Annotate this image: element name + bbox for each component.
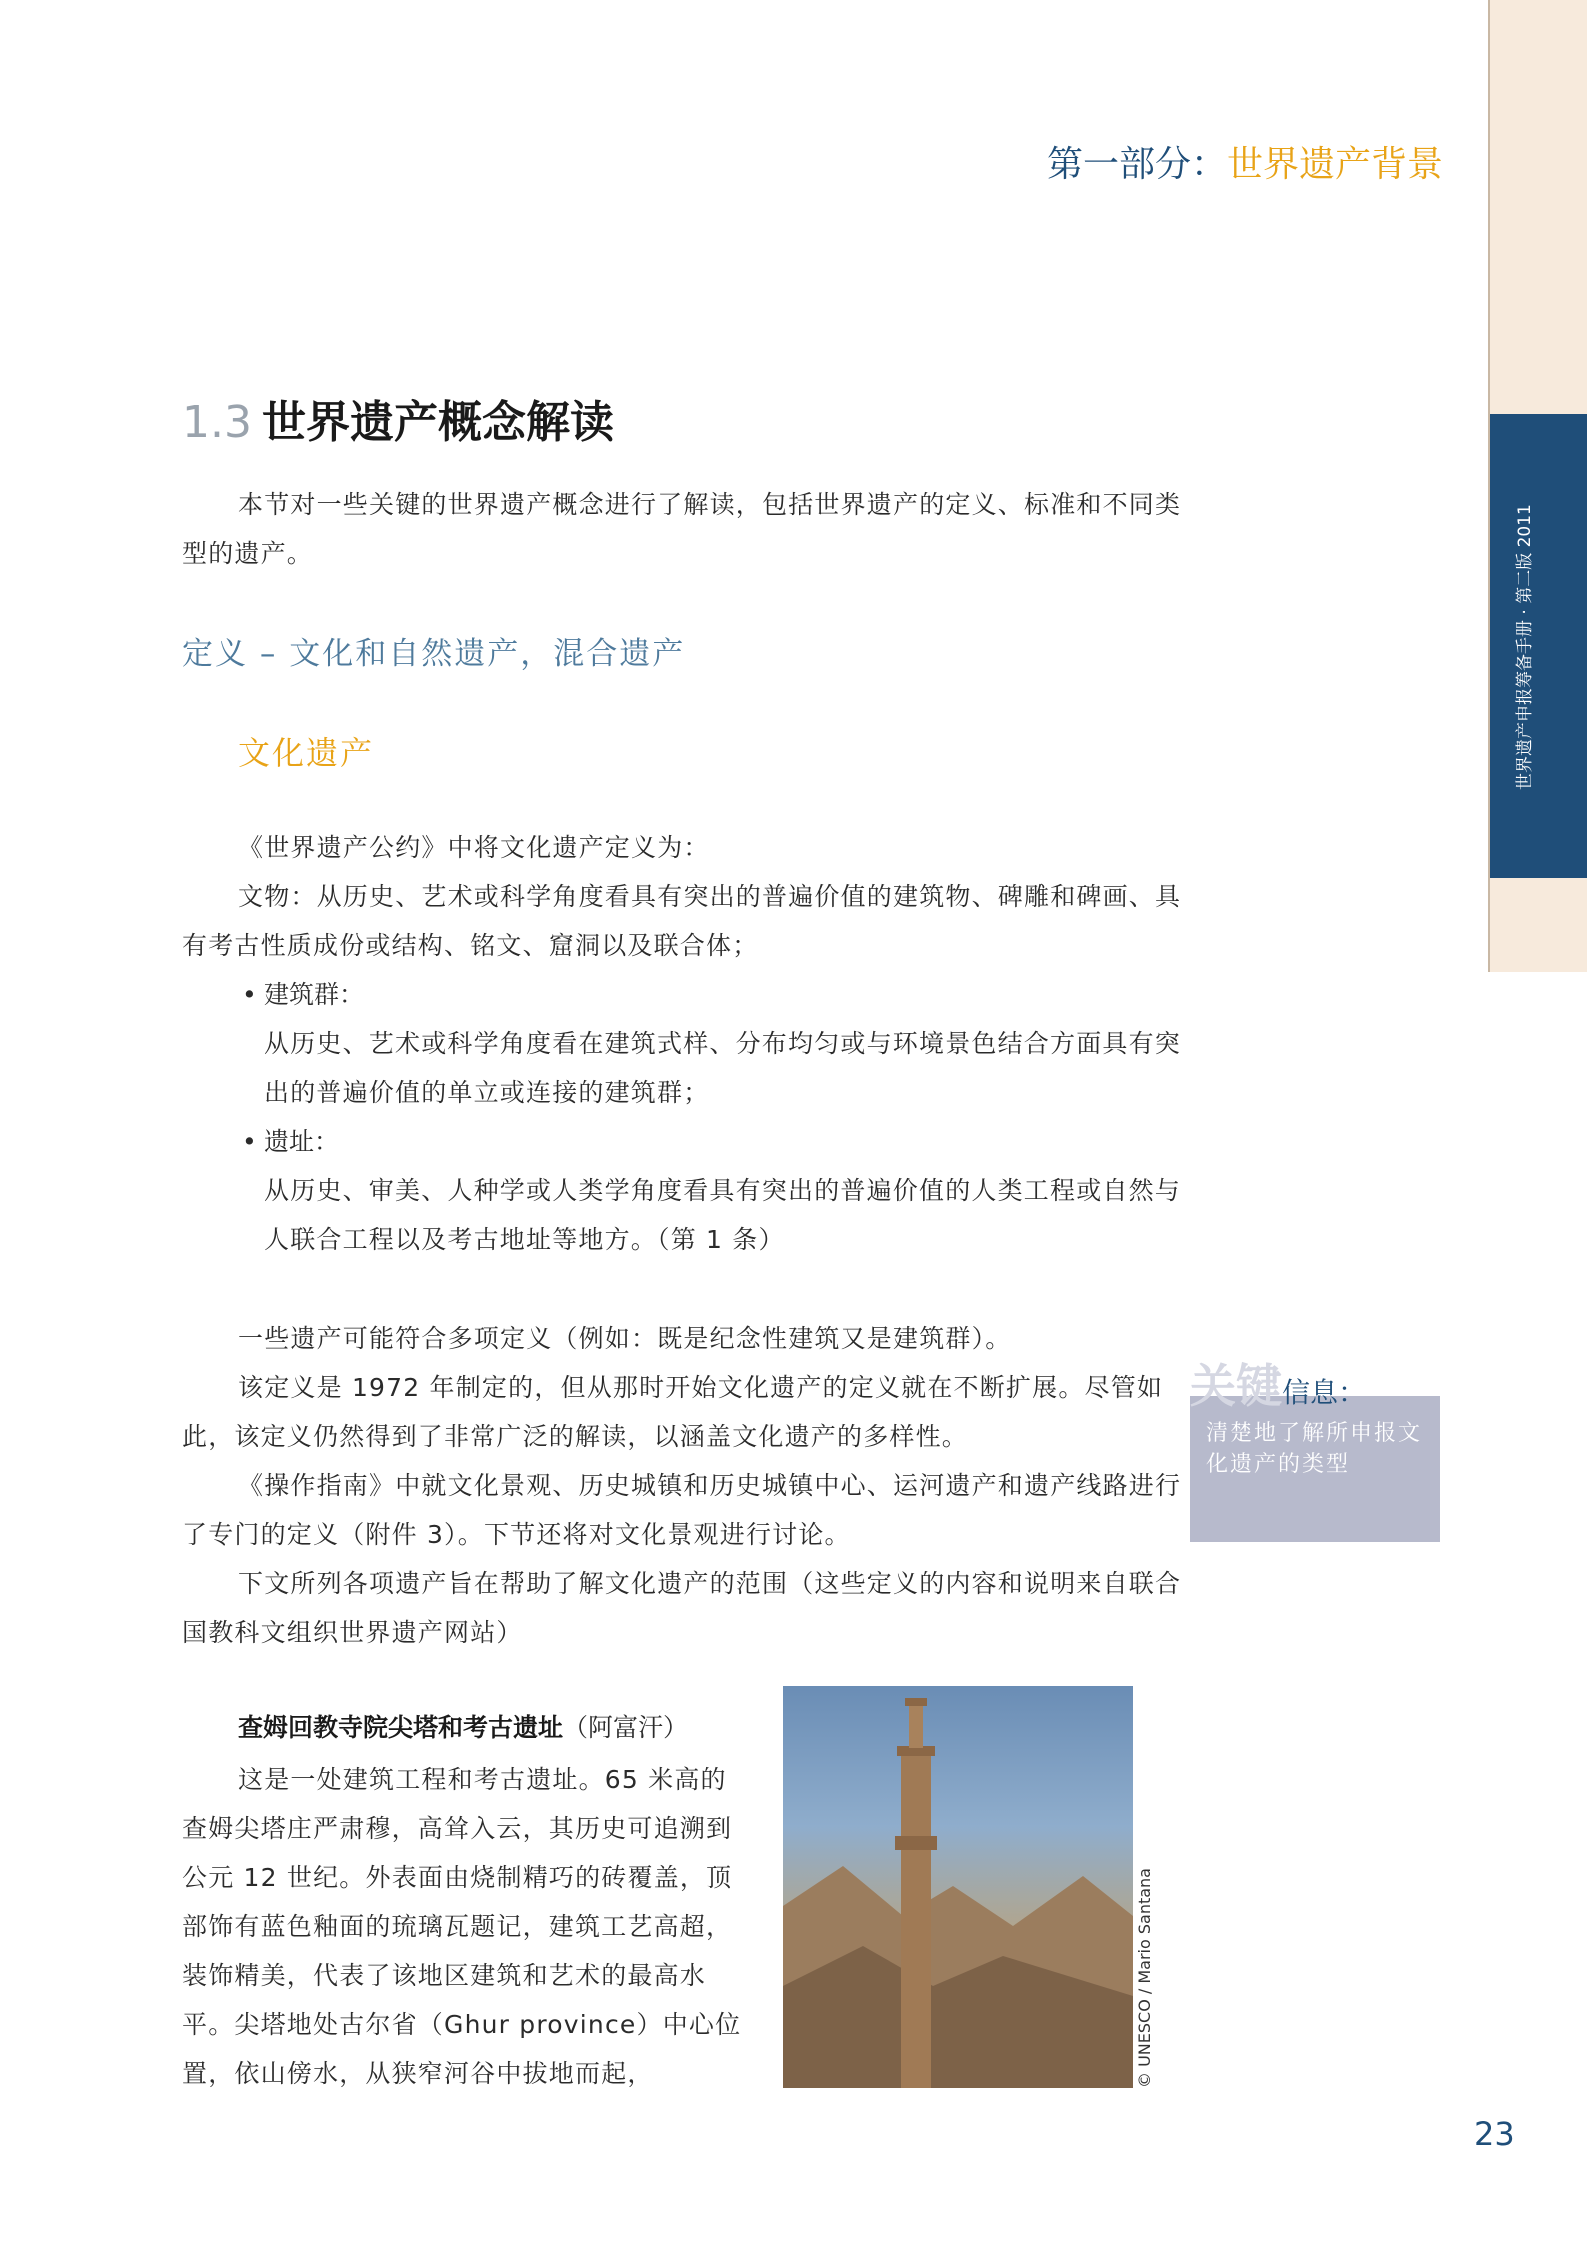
key-info-small: 信息： (1282, 1376, 1367, 1409)
bullet-groups (242, 970, 364, 1019)
paragraph: 该定义是 1972 年制定的，但从那时开始文化遗产的定义就在不断扩展。尽管如此，该定义仍然得到了非常广泛的解读，以涵盖文化遗产的多样性。 (182, 1373, 1164, 1451)
page-number: 23 (1474, 2115, 1515, 2153)
example-title (238, 1708, 688, 1744)
part-header (1047, 136, 1443, 187)
bullet-label: 遗址： (264, 1127, 340, 1156)
section-number: 1.3 (182, 397, 252, 448)
side-strip-top (1488, 0, 1587, 414)
paragraph: 《操作指南》中就文化景观、历史城镇和历史城镇中心、运河遗产和遗产线路进行了专门的定义（附件 3）。下节还将对文化景观进行讨论。 (182, 1471, 1182, 1549)
bullet-label: 建筑群： (264, 980, 365, 1009)
paragraph: 一些遗产可能符合多项定义（例如：既是纪念性建筑又是建筑群）。 (238, 1324, 1012, 1353)
part-label: 第一部分： (1046, 144, 1227, 185)
monuments-paragraph: 文物：从历史、艺术或科学角度看具有突出的普遍价值的建筑物、碑雕和碑画、具有考古性质成份或结构、铭文、窟洞以及联合体； (182, 882, 1182, 960)
key-info-big: 关键 (1190, 1359, 1282, 1413)
definition-heading: 定义 – 文化和自然遗产，混合遗产 (182, 636, 686, 672)
side-strip-bottom (1488, 878, 1587, 972)
paragraph: 下文所列各项遗产旨在帮助了解文化遗产的范围（这些定义的内容和说明来自联合国教科文组织世界遗产网站） (182, 1569, 1182, 1647)
bullet-sites (242, 1117, 339, 1166)
example-country: （阿富汗） (563, 1713, 689, 1742)
bullet-dot: • (242, 980, 257, 1009)
key-info-heading (1190, 1350, 1366, 1416)
bullet-dot: • (242, 1127, 257, 1156)
side-strip-divider (1488, 0, 1490, 972)
photo-credit: © UNESCO / Mario Santana (1135, 1868, 1154, 2088)
example-name: 查姆回教寺院尖塔和考古遗址 (238, 1713, 564, 1742)
section-title (182, 386, 614, 450)
minaret-illustration (783, 1686, 1133, 2088)
vertical-book-title: 世界遗产申报筹备手册 · 第二版 2011 (1515, 504, 1535, 790)
minaret-photo (783, 1686, 1133, 2088)
bullet-text: 从历史、艺术或科学角度看在建筑式样、分布均匀或与环境景色结合方面具有突出的普遍价值的单立或连接的建筑群； (264, 1029, 1182, 1107)
cultural-heritage-heading: 文化遗产 (238, 734, 375, 772)
part-title: 世界遗产背景 (1226, 144, 1443, 185)
key-info-text: 清楚地了解所申报文化遗产的类型 (1206, 1421, 1423, 1477)
example-text: 这是一处建筑工程和考古遗址。65 米高的查姆尖塔庄严肃穆，高耸入云，其历史可追溯到公元 12 世纪。外表面由烧制精巧的砖覆盖，顶部饰有蓝色釉面的琉璃瓦题记，建筑工艺高超，装饰精美，代表了该地区建筑和艺术的最高水平。尖塔地处古尔省（Ghur province）中心位置，依山傍水，从狭窄河谷中拔地而起， (182, 1765, 742, 2088)
section-heading: 世界遗产概念解读 (261, 397, 614, 448)
bullet-text: 从历史、审美、人种学或人类学角度看具有突出的普遍价值的人类工程或自然与人联合工程以及考古地址等地方。（第 1 条） (264, 1176, 1182, 1254)
convention-line: 《世界遗产公约》中将文化遗产定义为： (238, 833, 710, 862)
intro-paragraph: 本节对一些关键的世界遗产概念进行了解读，包括世界遗产的定义、标准和不同类型的遗产。 (182, 490, 1182, 568)
